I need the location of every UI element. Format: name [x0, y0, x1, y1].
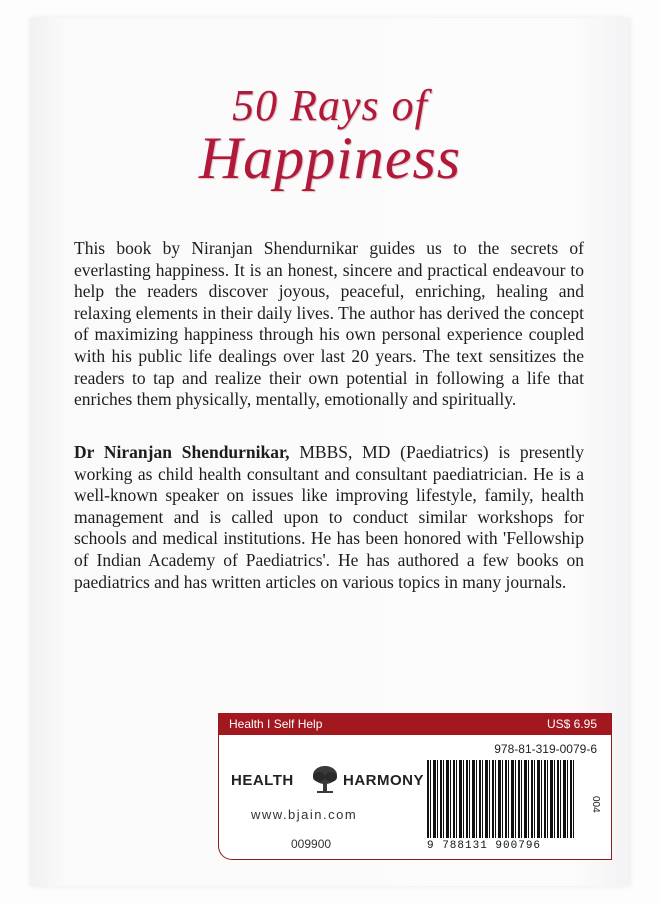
price-barcode-panel: [218, 713, 612, 860]
title-line-1: 50 Rays of: [232, 81, 428, 130]
title-line-2: Happiness: [198, 125, 462, 191]
price-label: US$ 6.95: [546, 717, 597, 731]
book-description: This book by Niranjan Shendurnikar guides us to the secrets of everlasting happiness. It is an honest, sincere and practical endeavour to help the readers discover joyous, peaceful, enriching, healing and relaxing elements in their daily lives. The author has derived the concept of maximizing happiness through his own personal experience coupled with his public life dealings over last 20 years. The text sensitizes the readers to tap and realize their own potential in following a life that enriches them physically, mentally, emotionally and spiritually.: [74, 238, 584, 410]
publisher-logo: [231, 765, 424, 795]
barcode-digits: 9 788131 900796: [427, 840, 542, 852]
barcode-bars: [427, 760, 575, 838]
barcode: [427, 760, 579, 856]
isbn-text: 978-81-319-0079-6: [494, 742, 597, 756]
logo-text-harmony: HARMONY: [343, 772, 424, 789]
category-price-bar: [219, 713, 611, 735]
publisher-website: www.bjain.com: [251, 807, 358, 822]
logo-text-health: HEALTH: [231, 772, 294, 789]
author-name: Dr Niranjan Shendurnikar,: [74, 442, 290, 462]
author-bio-text: MBBS, MD (Paediatrics) is presently working as child health consultant and consultant paediatrician. He is a well-known speaker on issues like improving lifestyle, family, health management and is called upon to conduct similar workshops for schools and medical institutions. He has been honored with 'Fellowship of Indian Academy of Paediatrics'. He has authored a few books on paediatrics and has written articles on various topics in many journals.: [74, 442, 584, 592]
tree-icon: [311, 765, 339, 795]
product-code: 009900: [291, 837, 332, 851]
category-label: Health I Self Help: [229, 717, 323, 731]
author-bio: [74, 442, 584, 593]
barcode-addon-code: 004: [590, 796, 601, 813]
